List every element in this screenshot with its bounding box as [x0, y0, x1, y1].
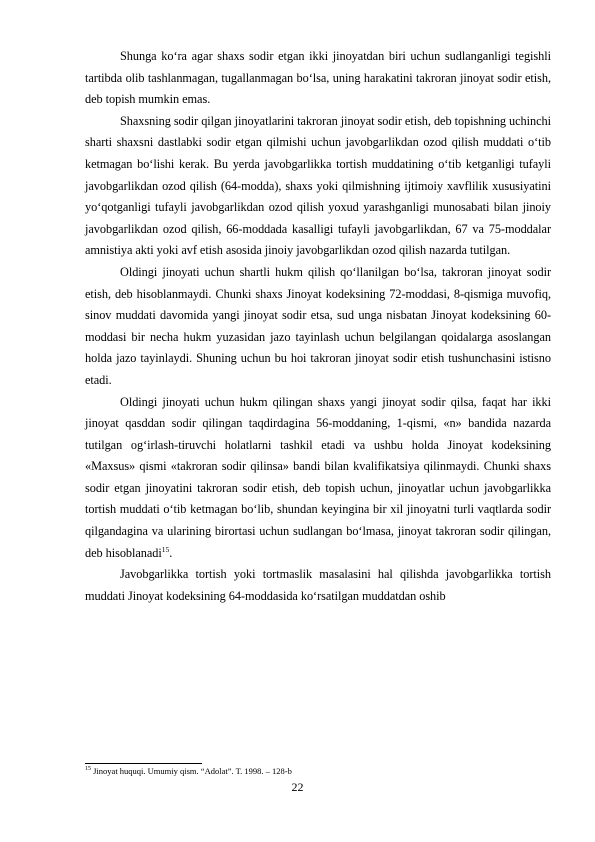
paragraph-3: [85, 262, 551, 392]
footnote-separator: [85, 763, 202, 764]
body-text: [85, 46, 551, 607]
footnote: [85, 766, 551, 777]
paragraph-4: [85, 392, 551, 565]
paragraph-4-text-end: .: [169, 545, 173, 560]
footnote-reference[interactable]: 15: [161, 544, 170, 554]
footnote-number: 15: [85, 766, 91, 773]
paragraph-1-text: Shunga ko‘ra agar shaxs sodir etgan ikki jinoyatdan biri uchun sudlanganligi tegishli tartibda olib tashlanmagan, tugallanmagan bo‘lsa, uning harakatini takroran jinoyat sodir etish, deb topish mumkin emas.: [85, 49, 551, 107]
paragraph-2: [85, 111, 551, 262]
paragraph-5: [85, 564, 551, 607]
paragraph-1: [85, 46, 551, 111]
page-number: 22: [291, 780, 304, 794]
paragraph-2-text: Shaxsning sodir qilgan jinoyatlarini takroran jinoyat sodir etish, deb topishning uchinchi sharti shaxsni dastlabki sodir etgan qilmishi uchun javobgarlikdan ozod qilish muddati o‘tib ketmagan bo‘lishi kerak. Bu yerda javobgarlikka tortish muddatining o‘tib ketganligi tufayli javobgarlikdan ozod qilish (64-modda), shaxs yoki qilmishning ijtimoiy xavflilik xususiyatini yo‘qotganligi tufayli javobgarlikdan ozod qilish yoxud yarashganligi munosabati bilan jinoiy javobgarlikdan ozod qilish, 66-moddada kasalligi tufayli javobgarlikdan, 67 va 75-moddalar amnistiya akti yoki avf etish asosida jinoiy javobgarlikdan ozod qilish nazarda tutilgan.: [85, 113, 551, 258]
paragraph-4-text: Oldingi jinoyati uchun hukm qilingan shaxs yangi jinoyat sodir qilsa, faqat har ikki jinoyat qasddan sodir qilingan taqdirdagina 56-moddaning, 1-qismi, «n» bandida nazarda tutilgan og‘irlash-tiruvchi holatlarni tashkil etadi va ushbu holda Jinoyat kodeksining «Maxsus» qismi «takroran sodir qilinsa» bandi bilan kvalifikatsiya qilinmaydi. Chunki shaxs sodir etgan jinoyatini takroran sodir etish, deb topish uchun, jinoyatlar uchun javobgarlikka tortish muddati o‘tib ketmagan bo‘lib, shundan keyingina bir xil jinoyatni turli vaqtlarda sodir qilgandagina va ularining birortasi uchun sudlangan bo‘lmasa, jinoyat takroran sodir qilingan, deb hisoblanadi: [85, 394, 551, 560]
footnote-text: Jinoyat huquqi. Umumiy qism. “Adolat”. T. 1998. – 128-b: [91, 766, 292, 776]
paragraph-3-text: Oldingi jinoyati uchun shartli hukm qilish qo‘llanilgan bo‘lsa, takroran jinoyat sodir etish, deb hisoblanmaydi. Chunki shaxs Jinoyat kodeksining 72-moddasi, 8-qismiga muvofiq, sinov muddati davomida yangi jinoyat sodir etsa, sud unga nisbatan Jinoyat kodeksining 60-moddasi bir necha hukm yuzasidan jazo tayinlash uchun belgilangan qoidalarga asoslangan holda jazo tayinlaydi. Shuning uchun bu hoi takroran jinoyat sodir etish tushunchasini istisno etadi.: [85, 264, 551, 387]
paragraph-5-text: Javobgarlikka tortish yoki tortmaslik masalasini hal qilishda javobgarlikka tortish muddati Jinoyat kodeksining 64-moddasida ko‘rsatilgan muddatdan oshib: [85, 567, 551, 603]
